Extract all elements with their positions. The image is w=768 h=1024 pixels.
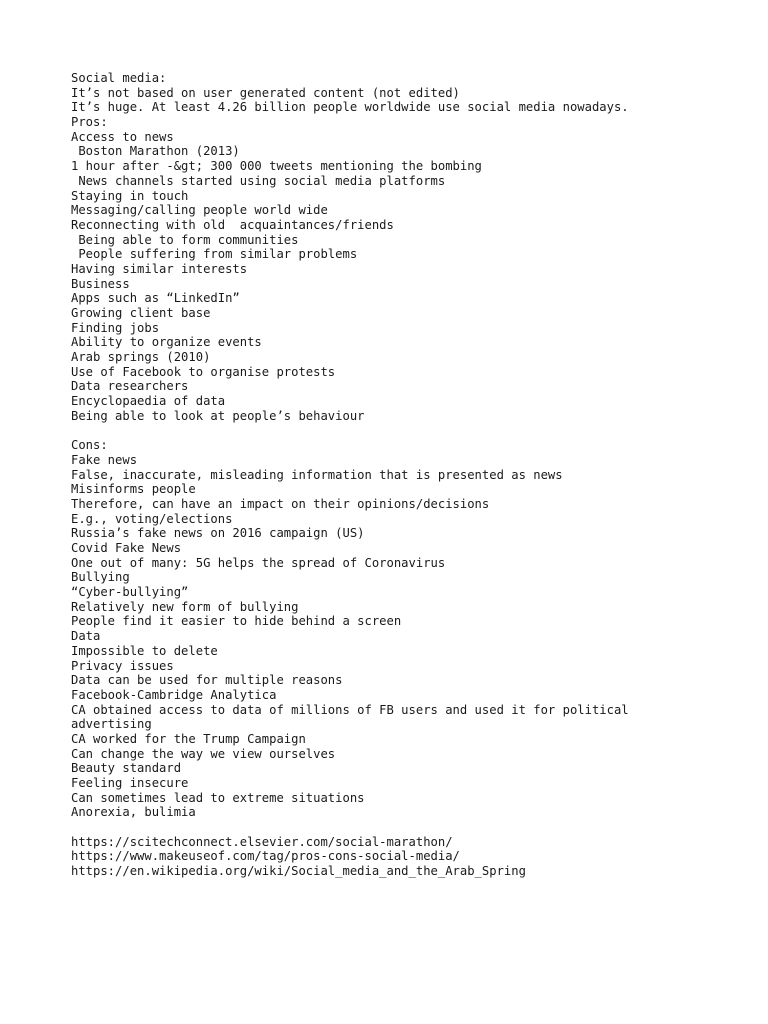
text-line: Privacy issues bbox=[71, 658, 174, 673]
text-line: Business bbox=[71, 276, 130, 291]
text-line: Messaging/calling people world wide bbox=[71, 203, 328, 218]
reference-link[interactable]: https://scitechconnect.elsevier.com/social-marathon/ bbox=[71, 834, 453, 849]
blank-line bbox=[71, 820, 731, 835]
text-line: 1 hour after -&gt; 300 000 tweets mentioning the bombing bbox=[71, 159, 482, 174]
text-line: Can sometimes lead to extreme situations bbox=[71, 790, 365, 805]
text-line: Ability to organize events bbox=[71, 335, 262, 350]
text-line: Apps such as “LinkedIn” bbox=[71, 291, 240, 306]
text-line: Access to news bbox=[71, 129, 174, 144]
cons-section bbox=[71, 438, 731, 820]
text-line: Anorexia, bulimia bbox=[71, 805, 196, 820]
text-line: False, inaccurate, misleading information that is presented as news bbox=[71, 467, 563, 482]
text-line: Covid Fake News bbox=[71, 541, 182, 555]
text-line: It’s huge. At least 4.26 billion people worldwide use social media nowadays. bbox=[71, 100, 629, 115]
text-line: Data researchers bbox=[71, 379, 189, 394]
reference-link[interactable]: https://en.wikipedia.org/wiki/Social_media_and_the_Arab_Spring bbox=[71, 864, 526, 879]
text-line: Data can be used for multiple reasons bbox=[71, 673, 343, 688]
text-line: People suffering from similar problems bbox=[71, 247, 358, 262]
text-line: Feeling insecure bbox=[71, 776, 189, 790]
pros-heading: Pros: bbox=[71, 115, 108, 130]
reference-link[interactable]: https://www.makeuseof.com/tag/pros-cons-social-media/ bbox=[71, 849, 460, 864]
text-line: Staying in touch bbox=[71, 188, 189, 203]
text-line: Beauty standard bbox=[71, 761, 182, 776]
text-line: Facebook-Cambridge Analytica bbox=[71, 687, 277, 702]
text-line: Impossible to delete bbox=[71, 643, 218, 658]
reference-links bbox=[71, 835, 731, 879]
text-line: Growing client base bbox=[71, 306, 211, 320]
text-line: CA worked for the Trump Campaign bbox=[71, 731, 306, 746]
text-line: Data bbox=[71, 629, 101, 644]
intro-section bbox=[71, 71, 731, 424]
text-line: Boston Marathon (2013) bbox=[71, 144, 240, 159]
text-line: “Cyber-bullying” bbox=[71, 585, 189, 600]
text-line: Reconnecting with old acquaintances/friends bbox=[71, 217, 394, 232]
text-line: Being able to form communities bbox=[71, 232, 299, 247]
document-page bbox=[71, 71, 731, 879]
text-line: Being able to look at people’s behaviour bbox=[71, 408, 365, 423]
text-line: Encyclopaedia of data bbox=[71, 394, 226, 409]
text-line: Relatively new form of bullying bbox=[71, 599, 299, 614]
text-line: It’s not based on user generated content (not edited) bbox=[71, 85, 460, 100]
text-line: People find it easier to hide behind a screen bbox=[71, 614, 402, 629]
text-line: Bullying bbox=[71, 570, 130, 585]
text-line: News channels started using social media platforms bbox=[71, 173, 446, 188]
text-line: Social media: bbox=[71, 71, 167, 85]
text-line: E.g., voting/elections bbox=[71, 511, 233, 526]
text-line: Arab springs (2010) bbox=[71, 350, 211, 365]
text-line: CA obtained access to data of millions of FB users and used it for political bbox=[71, 702, 629, 717]
text-line: Russia’s fake news on 2016 campaign (US) bbox=[71, 526, 365, 541]
text-line: Use of Facebook to organise protests bbox=[71, 364, 336, 379]
text-line: Finding jobs bbox=[71, 320, 160, 335]
text-line: Misinforms people bbox=[71, 482, 196, 497]
text-line: One out of many: 5G helps the spread of Coronavirus bbox=[71, 555, 446, 570]
cons-heading: Cons: bbox=[71, 438, 108, 453]
text-line: Therefore, can have an impact on their opinions/decisions bbox=[71, 496, 490, 511]
text-line: Can change the way we view ourselves bbox=[71, 746, 336, 761]
text-line: advertising bbox=[71, 717, 152, 732]
blank-line bbox=[71, 424, 731, 439]
text-line: Having similar interests bbox=[71, 261, 248, 276]
text-line: Fake news bbox=[71, 452, 138, 467]
